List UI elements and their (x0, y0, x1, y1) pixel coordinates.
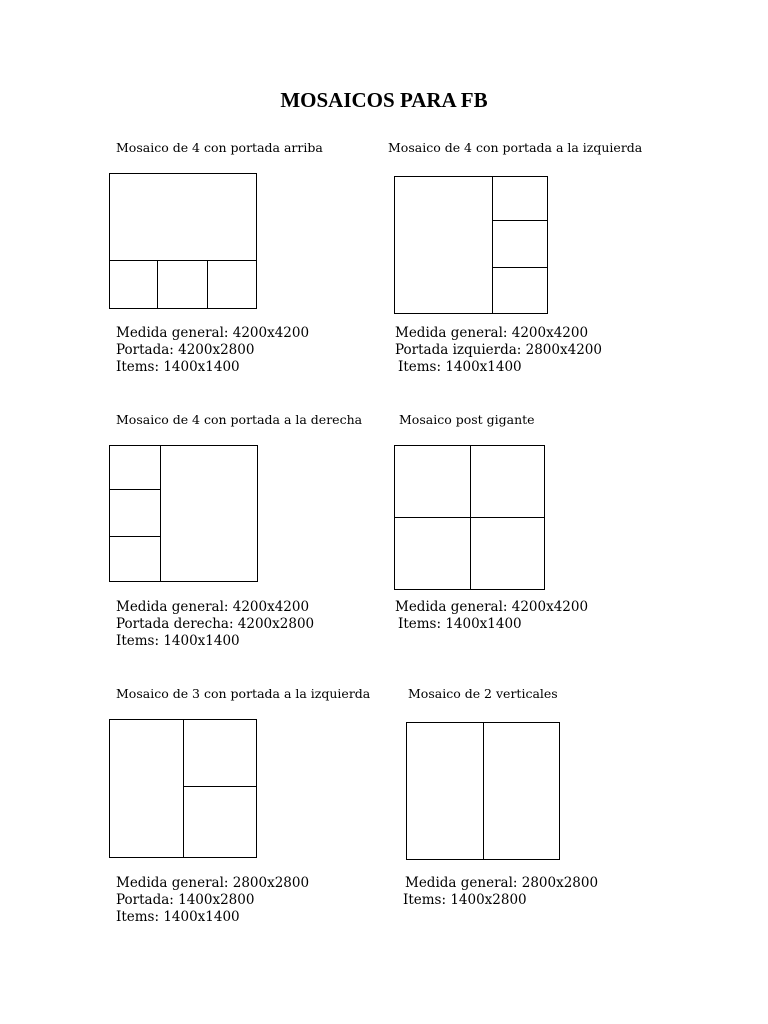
spec-portada: Portada: 4200x2800 (116, 342, 255, 358)
mosaic-diagram-portada-izquierda (394, 176, 548, 314)
mosaic-item-cell (109, 445, 161, 490)
page-title: MOSAICOS PARA FB (280, 88, 488, 112)
spec-medida-general: Medida general: 4200x4200 (116, 325, 310, 341)
mosaic-diagram-2-verticales (406, 722, 560, 860)
spec-items: Items: 1400x1400 (116, 633, 240, 649)
specs-post-gigante (395, 599, 588, 633)
mosaic-item-cell (406, 722, 484, 860)
specs-portada-izquierda (395, 325, 602, 376)
specs-2-verticales (405, 875, 598, 909)
section-heading-portada-arriba: Mosaico de 4 con portada arriba (116, 140, 323, 155)
mosaic-item-cell (394, 445, 471, 518)
mosaic-item-cell (492, 220, 548, 268)
spec-portada: Portada derecha: 4200x2800 (116, 616, 315, 632)
mosaic-item-cell (492, 267, 548, 314)
mosaic-item-cell (470, 517, 545, 590)
mosaic-item-cell (109, 536, 161, 582)
spec-items: Items: 1400x2800 (403, 892, 527, 908)
mosaic-item-cell (394, 517, 471, 590)
mosaic-item-cell (207, 260, 257, 309)
section-heading-portada-izquierda: Mosaico de 4 con portada a la izquierda (388, 140, 643, 155)
mosaic-diagram-3-portada-izquierda (109, 719, 257, 858)
spec-items: Items: 1400x1400 (398, 359, 522, 375)
spec-items: Items: 1400x1400 (116, 359, 240, 375)
mosaic-item-cell (470, 445, 545, 518)
section-heading-portada-derecha: Mosaico de 4 con portada a la derecha (116, 412, 363, 427)
spec-portada: Portada izquierda: 2800x4200 (395, 342, 602, 358)
mosaic-diagram-portada-derecha (109, 445, 258, 582)
mosaic-item-cell (109, 260, 158, 309)
spec-medida-general: Medida general: 2800x2800 (116, 875, 310, 891)
specs-portada-derecha (116, 599, 314, 650)
spec-medida-general: Medida general: 2800x2800 (405, 875, 599, 891)
section-heading-post-gigante: Mosaico post gigante (399, 412, 535, 427)
section-heading-2-verticales: Mosaico de 2 verticales (408, 686, 558, 701)
spec-items: Items: 1400x1400 (116, 909, 240, 925)
spec-medida-general: Medida general: 4200x4200 (395, 599, 589, 615)
mosaic-item-cell (109, 489, 161, 537)
mosaic-diagram-post-gigante (394, 445, 545, 590)
spec-medida-general: Medida general: 4200x4200 (395, 325, 589, 341)
section-heading-3-portada-izquierda: Mosaico de 3 con portada a la izquierda (116, 686, 371, 701)
mosaic-item-cell (183, 719, 257, 787)
specs-3-portada-izquierda (116, 875, 309, 926)
mosaic-item-cell (492, 176, 548, 221)
mosaic-item-cell (183, 786, 257, 858)
spec-items: Items: 1400x1400 (398, 616, 522, 632)
mosaic-item-cell (157, 260, 208, 309)
specs-portada-arriba (116, 325, 309, 376)
spec-portada: Portada: 1400x2800 (116, 892, 255, 908)
spec-medida-general: Medida general: 4200x4200 (116, 599, 310, 615)
mosaic-diagram-portada-arriba (109, 173, 257, 309)
